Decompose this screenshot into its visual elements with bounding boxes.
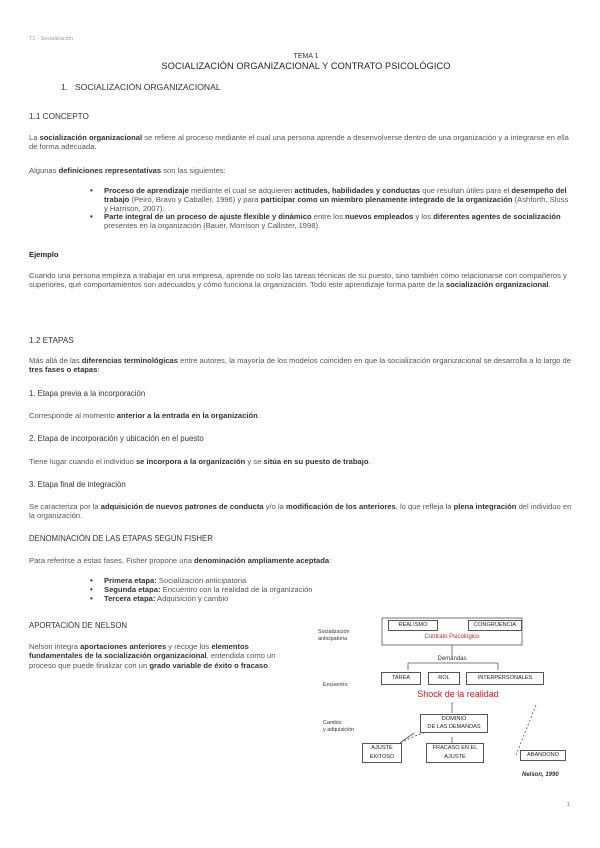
page-title: SOCIALIZACIÓN ORGANIZACIONAL Y CONTRATO PSICOLÓGICO [161, 61, 451, 71]
section-title: SOCIALIZACIÓN ORGANIZACIONAL [75, 82, 221, 92]
concepto-heading: 1.1 CONCEPTO [29, 112, 89, 121]
ejemplo-paragraph: Cuando una persona empieza a trabajar en una empresa, aprende no solo las tareas técnicas de su puesto, sino también cómo relacionarse con compañeros y superiores, qué comportamientos son adecuados y cómo funciona la organización. Todo este aprendizaje forma parte de la socialización organizacional. [29, 271, 567, 290]
etapas-paragraph: Más allá de las diferencias terminológicas entre autores, la mayoría de los modelos coinciden en que la socialización organizacional se desarrolla a lo largo de tres fases o etapas: [29, 356, 571, 375]
ejemplo-label: Ejemplo [29, 250, 59, 259]
nelson-diagram [318, 615, 573, 785]
definiciones-intro: Algunas definiciones representativas son las siguientes: [29, 166, 226, 175]
list-item: • Tercera etapa: Adquisición y cambio [104, 595, 404, 604]
contrato-label: Contrato Psicológico [424, 634, 480, 640]
etapa-2-title: 2. Etapa de incorporación y ubicación en el puesto [29, 434, 204, 443]
etapa-2-text: Tiene lugar cuando el individuo se incorpora a la organización y se sitúa en su puesto de trabajo. [29, 457, 371, 466]
section-number: 1. [61, 82, 69, 92]
etapa-3-title: 3. Etapa final de integración [29, 480, 126, 489]
fisher-heading: DENOMINACIÓN DE LAS ETAPAS SEGÚN FISHER [29, 534, 213, 543]
stage-label-cambio: Cambio y adquisición [323, 720, 355, 733]
running-header: T1 - Socialización [29, 36, 74, 42]
list-item: • Parte integral de un proceso de ajuste flexible y dinámico entre los nuevos empleados y los diferentes agentes de socialización presentes en la organización (Bauer, Morrison y Callister, 1998). [104, 213, 572, 231]
tarea-box: TAREA [381, 672, 421, 685]
etapas-heading: 1.2 ETAPAS [29, 336, 74, 345]
tema-label: TEMA 1 [293, 53, 319, 60]
list-item: • Segunda etapa: Encuentro con la realidad de la organización [104, 586, 404, 595]
rol-box: ROL [428, 672, 460, 685]
shock-label: Shock de la realidad [417, 689, 499, 699]
section-heading [61, 82, 221, 92]
definiciones-list [104, 187, 572, 231]
abandono-box: ABANDONO [520, 750, 566, 761]
stage-label-anticipatoria: Socialización anticipatoria [318, 629, 350, 642]
fisher-list [104, 577, 404, 603]
page-number: 1 [566, 802, 570, 808]
etapa-1-title: 1. Etapa previa a la incorporación [29, 389, 146, 398]
interpersonales-box: INTERPERSONALES [466, 672, 544, 685]
nelson-heading: APORTACIÓN DE NELSON [29, 621, 128, 630]
fisher-paragraph: Para referirse a estas fases, Fisher propone una denominación ampliamente aceptada: [29, 556, 332, 565]
fracaso-box: FRACASO EN EL AJUSTE [426, 743, 484, 763]
diagram-citation: Nelson, 1990 [522, 772, 559, 778]
etapa-3-text: Se caracteriza por la adquisición de nuevos patrones de conducta y/o la modificación de los anteriores, lo que refleja la plena integración del individuo en la organización. [29, 502, 572, 521]
nelson-paragraph: Nelson integra aportaciones anteriores y recoge los elementos fundamentales de la socialización organizacional, entendida como un proceso que puede finalizar con un grado variable de éxito o fracaso. [29, 642, 276, 670]
congruencia-box: CONGRUENCIA [468, 620, 522, 631]
dominio-box: DOMINIO DE LAS DEMANDAS [420, 714, 488, 733]
demandas-label: Demandas [437, 656, 467, 662]
stage-label-encuentro: Encuentro [323, 682, 348, 688]
concepto-paragraph: La socialización organizacional se refiere al proceso mediante el cual una persona aprende a desenvolverse dentro de una organización y a integrarse en ella de forma adecuada. [29, 133, 569, 152]
etapa-1-text: Corresponde al momento anterior a la entrada en la organización. [29, 411, 260, 420]
list-item: • Primera etapa: Socialización anticipatoria [104, 577, 404, 586]
ajuste-exitoso-box: AJUSTE EXITOSO [362, 743, 402, 763]
list-item: • Proceso de aprendizaje mediante el cual se adquieren actitudes, habilidades y conductas que resultan útiles para el desempeño del trabajo (Peiró, Bravo y Caballer, 1996) y para participar como un miembro plenamente integrado de la organización (Ashforth, Sluss y Harrison, 2007). [104, 187, 572, 213]
realismo-box: REALISMO [388, 620, 438, 631]
